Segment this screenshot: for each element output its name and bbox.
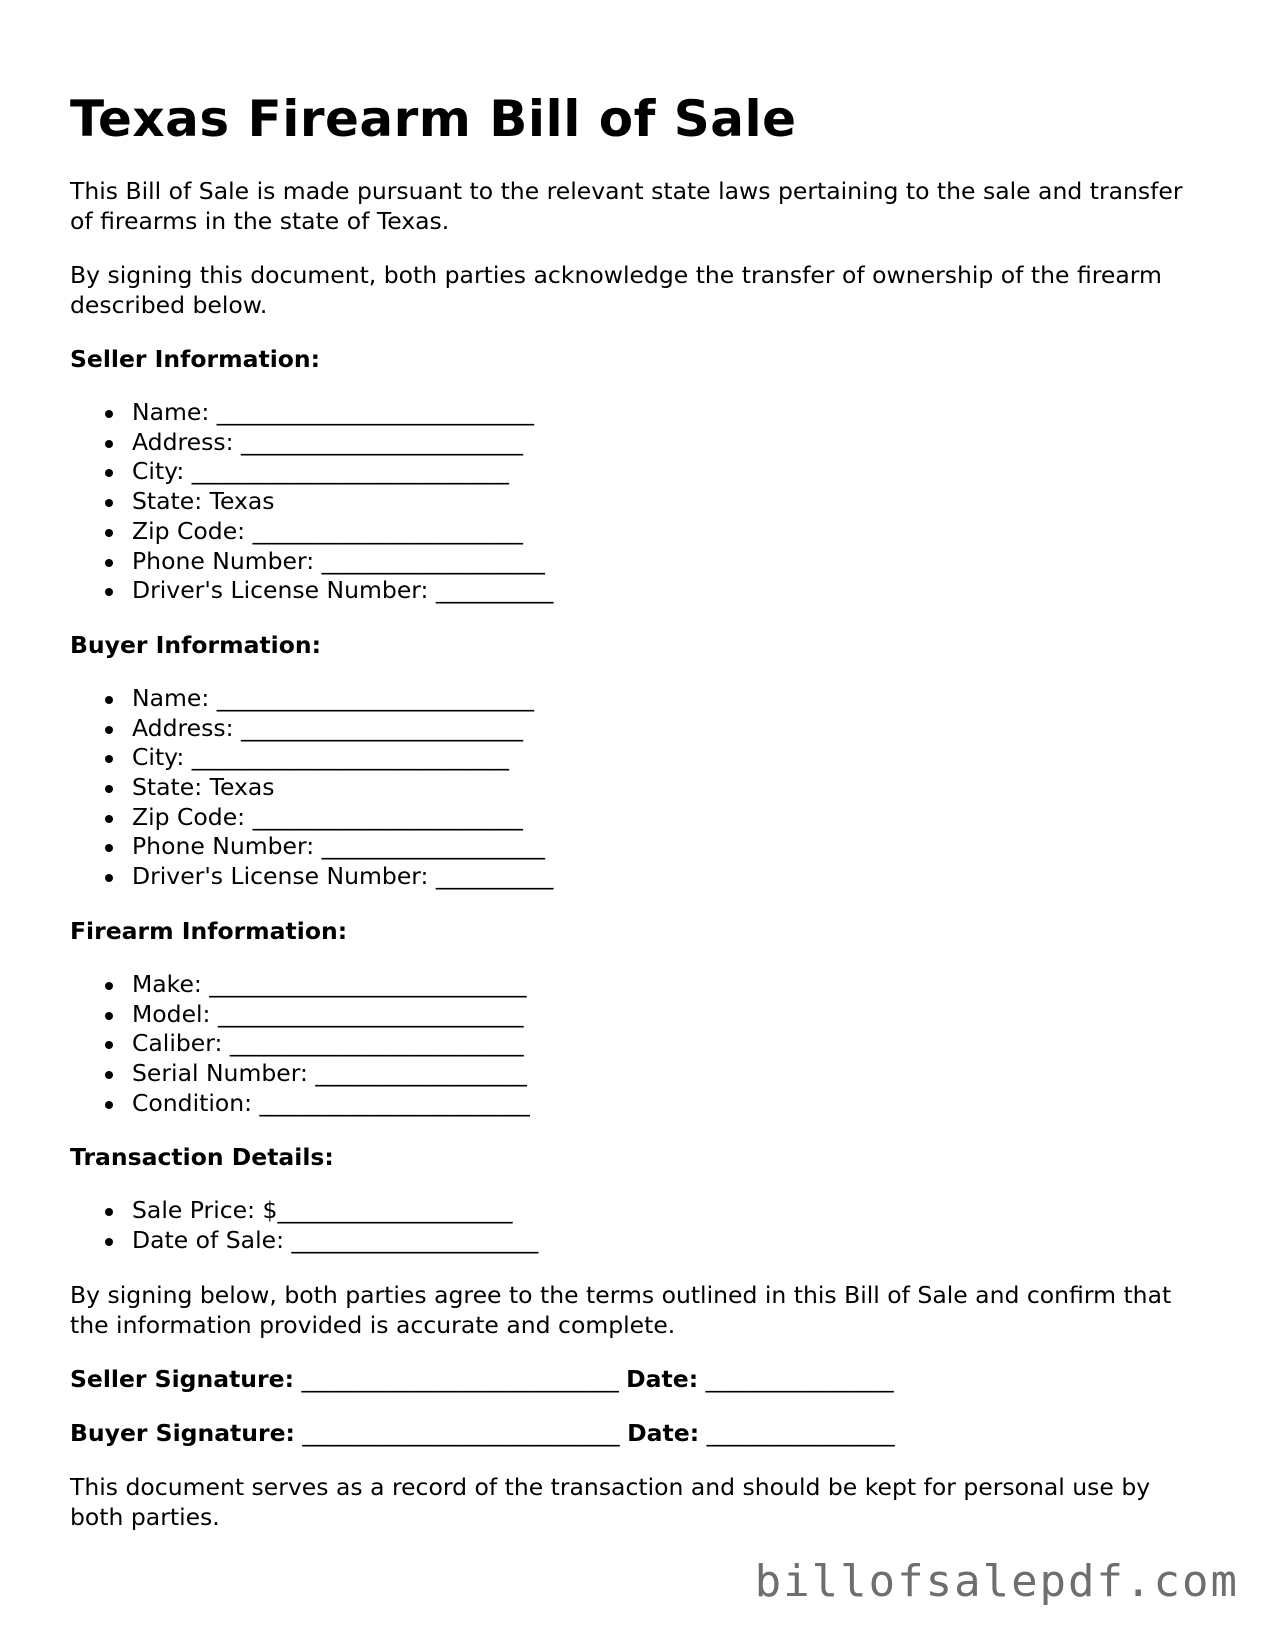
- buyer-date-label: Date:: [627, 1418, 700, 1447]
- seller-city-field: City: ___________________________: [70, 457, 1210, 487]
- firearm-serial-field: Serial Number: __________________: [70, 1059, 1210, 1089]
- buyer-state-field: State: Texas: [70, 773, 1210, 803]
- seller-license-field: Driver's License Number: __________: [70, 576, 1210, 606]
- buyer-signature-blank: ___________________________: [294, 1418, 628, 1447]
- seller-phone-field: Phone Number: ___________________: [70, 547, 1210, 577]
- buyer-signature-line: [70, 1418, 1210, 1448]
- document-title: Texas Firearm Bill of Sale: [70, 90, 797, 148]
- sale-price-field: Sale Price: $____________________: [70, 1196, 1210, 1226]
- buyer-phone-field: Phone Number: ___________________: [70, 832, 1210, 862]
- buyer-heading: Buyer Information:: [70, 630, 322, 659]
- seller-date-blank: ________________: [698, 1364, 894, 1393]
- intro-paragraph-2: By signing this document, both parties acknowledge the transfer of ownership of the firearm described below.: [70, 261, 1162, 319]
- agreement-paragraph: By signing below, both parties agree to the terms outlined in this Bill of Sale and confirm that the information provided is accurate and complete.: [70, 1280, 1172, 1339]
- buyer-signature-label: Buyer Signature:: [70, 1418, 295, 1447]
- site-watermark: billofsalepdf.com: [754, 1556, 1239, 1607]
- seller-list: [70, 398, 1210, 606]
- firearm-condition-field: Condition: _______________________: [70, 1089, 1210, 1119]
- firearm-caliber-field: Caliber: _________________________: [70, 1029, 1210, 1059]
- seller-state-field: State: Texas: [70, 487, 1210, 517]
- transaction-list: [70, 1196, 1210, 1255]
- firearm-heading: Firearm Information:: [70, 916, 348, 945]
- buyer-address-field: Address: ________________________: [70, 714, 1210, 744]
- seller-signature-label: Seller Signature:: [70, 1364, 294, 1393]
- buyer-date-blank: ________________: [699, 1418, 895, 1447]
- seller-address-field: Address: ________________________: [70, 428, 1210, 458]
- sale-date-field: Date of Sale: _____________________: [70, 1226, 1210, 1256]
- seller-heading: Seller Information:: [70, 345, 321, 373]
- buyer-name-field: Name: ___________________________: [70, 684, 1210, 714]
- transaction-heading: Transaction Details:: [70, 1143, 334, 1172]
- buyer-zip-field: Zip Code: _______________________: [70, 803, 1210, 833]
- seller-zip-field: Zip Code: _______________________: [70, 517, 1210, 547]
- firearm-model-field: Model: __________________________: [70, 1000, 1210, 1030]
- seller-date-label: Date:: [626, 1364, 699, 1393]
- seller-signature-blank: ___________________________: [293, 1364, 627, 1393]
- seller-signature-line: [70, 1364, 1210, 1394]
- buyer-list: [70, 684, 1210, 892]
- buyer-license-field: Driver's License Number: __________: [70, 862, 1210, 892]
- firearm-list: [70, 970, 1210, 1119]
- closing-paragraph: This document serves as a record of the transaction and should be kept for personal use by both parties.: [70, 1472, 1151, 1531]
- firearm-make-field: Make: ___________________________: [70, 970, 1210, 1000]
- intro-paragraph-1: This Bill of Sale is made pursuant to the relevant state laws pertaining to the sale and transfer of firearms in the state of Texas.: [70, 177, 1183, 235]
- seller-name-field: Name: ___________________________: [70, 398, 1210, 428]
- buyer-city-field: City: ___________________________: [70, 743, 1210, 773]
- document-page: [70, 86, 1210, 1556]
